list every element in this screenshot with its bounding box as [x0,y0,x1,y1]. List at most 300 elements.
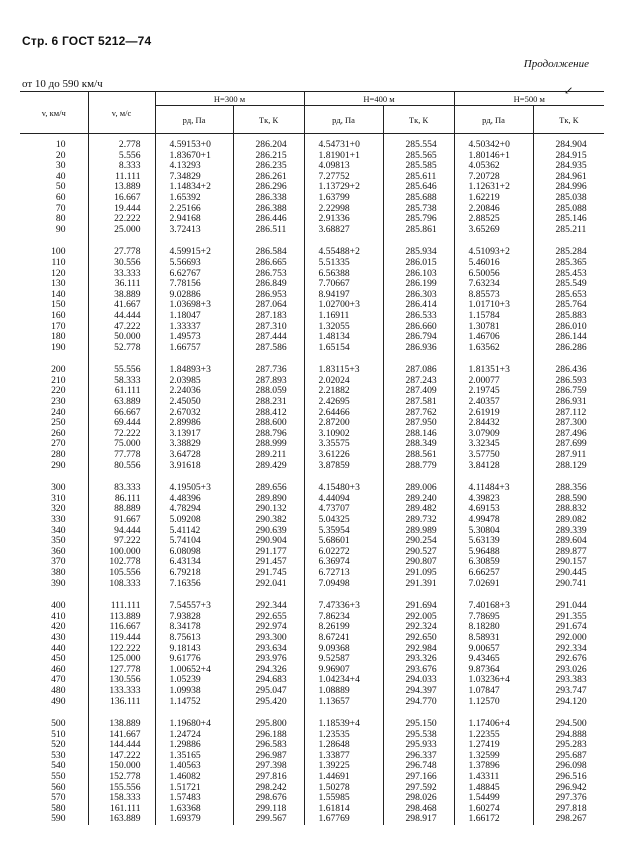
col-header-tk: Tк, К [383,106,454,134]
cell-t-300: 286.296 [233,182,304,193]
cell-t-500: 293.747 [533,686,604,697]
cell-t-400: 290.807 [383,557,454,568]
cell-t-500: 290.445 [533,568,604,579]
group-spacer [20,235,604,247]
cell-t-300: 286.338 [233,193,304,204]
cell-pd-500: 1.43311 [454,772,533,783]
cell-t-300: 297.816 [233,772,304,783]
cell-pd-400: 7.86234 [304,612,383,623]
table-row [20,751,604,762]
cell-t-500: 292.334 [533,644,604,655]
cell-v-kmh: 420 [51,621,66,633]
cell-pd-400: 1.83115+3 [304,365,383,376]
cell-t-500: 285.284 [533,247,604,258]
cell-pd-400: 7.70667 [304,279,383,290]
cell-v-ms: 119.444 [88,633,155,644]
table-row [20,204,604,215]
cell-pd-400: 6.36974 [304,557,383,568]
cell-pd-500: 6.50056 [454,269,533,280]
cell-t-400: 285.554 [383,134,454,151]
cell-t-300: 299.118 [233,804,304,815]
cell-t-500: 295.283 [533,740,604,751]
cell-t-400: 289.732 [383,515,454,526]
cell-pd-400: 4.73707 [304,504,383,515]
cell-v-kmh: 110 [51,256,66,268]
cell-t-400: 298.917 [383,814,454,825]
cell-pd-400: 1.16911 [304,311,383,322]
cell-v-ms: 100.000 [88,547,155,558]
cell-pd-400: 1.23535 [304,730,383,741]
cell-pd-500: 4.11484+3 [454,483,533,494]
table-row [20,161,604,172]
cell-v-kmh: 490 [51,695,66,707]
cell-t-500: 288.129 [533,461,604,472]
cell-pd-400: 4.55488+2 [304,247,383,258]
cell-v-kmh: 20 [55,149,66,161]
table-row [20,279,604,290]
cell-pd-400: 3.61226 [304,450,383,461]
cell-pd-400: 1.04234+4 [304,675,383,686]
cell-v-ms: 105.556 [88,568,155,579]
col-header-v-ms: v, м/с [88,92,155,134]
table-row [20,365,604,376]
col-header-alt-400: H=400 м [304,92,454,106]
table-row [20,418,604,429]
cell-v-kmh: 470 [51,674,66,686]
cell-pd-500: 4.50342+0 [454,134,533,151]
cell-t-500: 288.590 [533,494,604,505]
cell-v-ms: 161.111 [88,804,155,815]
table-row [20,322,604,333]
cell-v-kmh: 130 [51,278,66,290]
cell-t-400: 287.243 [383,376,454,387]
cell-pd-400: 1.08889 [304,686,383,697]
cell-pd-500: 4.51093+2 [454,247,533,258]
cell-pd-300: 2.45050 [155,397,233,408]
cell-t-500: 289.604 [533,536,604,547]
table-row [20,172,604,183]
cell-t-300: 295.800 [233,719,304,730]
cell-t-500: 290.741 [533,579,604,590]
cell-t-400: 293.676 [383,665,454,676]
cell-t-400: 286.660 [383,322,454,333]
cell-pd-300: 4.78294 [155,504,233,515]
cell-v-kmh: 560 [51,781,66,793]
table-row [20,439,604,450]
cell-v-ms: 150.000 [88,761,155,772]
table-row [20,450,604,461]
cell-t-500: 285.549 [533,279,604,290]
cell-v-ms: 63.889 [88,397,155,408]
cell-t-400: 298.468 [383,804,454,815]
cell-t-400: 286.533 [383,311,454,322]
cell-pd-500: 8.58931 [454,633,533,644]
cell-t-300: 293.976 [233,654,304,665]
table-row [20,494,604,505]
cell-pd-400: 2.42695 [304,397,383,408]
cell-v-kmh: 80 [55,213,66,225]
cell-pd-400: 1.81901+1 [304,151,383,162]
cell-pd-400: 1.39225 [304,761,383,772]
table-row [20,740,604,751]
table-row [20,665,604,676]
cell-t-400: 297.592 [383,783,454,794]
cell-t-500: 285.211 [533,225,604,236]
col-header-pd: pд, Па [304,106,383,134]
cell-pd-500: 7.63234 [454,279,533,290]
cell-pd-300: 4.48396 [155,494,233,505]
cell-t-300: 294.683 [233,675,304,686]
cell-v-kmh: 390 [51,577,66,589]
cell-v-kmh: 450 [51,653,66,665]
group-spacer [20,353,604,365]
cell-t-300: 293.300 [233,633,304,644]
cell-pd-300: 1.09938 [155,686,233,697]
cell-pd-400: 5.04325 [304,515,383,526]
cell-t-300: 289.890 [233,494,304,505]
cell-v-kmh: 200 [51,364,66,376]
table-row [20,214,604,225]
cell-t-500: 293.383 [533,675,604,686]
cell-v-ms: 11.111 [88,172,155,183]
cell-v-kmh: 380 [51,566,66,578]
cell-pd-500: 5.46016 [454,258,533,269]
cell-t-300: 288.059 [233,386,304,397]
col-header-pd: pд, Па [454,106,533,134]
cell-pd-500: 9.43465 [454,654,533,665]
cell-t-400: 287.950 [383,418,454,429]
cell-t-500: 296.516 [533,772,604,783]
cell-v-ms: 36.111 [88,279,155,290]
cell-pd-300: 4.19505+3 [155,483,233,494]
cell-pd-400: 1.13729+2 [304,182,383,193]
cell-t-300: 286.584 [233,247,304,258]
cell-t-400: 297.166 [383,772,454,783]
table-row [20,151,604,162]
cell-v-ms: 111.111 [88,601,155,612]
cell-v-ms: 108.333 [88,579,155,590]
cell-t-400: 286.103 [383,269,454,280]
cell-pd-500: 1.12570 [454,697,533,708]
cell-v-kmh: 210 [51,374,66,386]
cell-pd-500: 1.27419 [454,740,533,751]
cell-t-300: 296.583 [233,740,304,751]
table-row [20,258,604,269]
table-row [20,311,604,322]
cell-pd-500: 1.63562 [454,343,533,354]
speed-range-label: от 10 до 590 км/ч [22,78,103,90]
cell-pd-400: 8.26199 [304,622,383,633]
table-row [20,526,604,537]
cell-pd-400: 5.68601 [304,536,383,547]
cell-t-500: 285.146 [533,214,604,225]
cell-pd-300: 4.13293 [155,161,233,172]
cell-v-ms: 2.778 [88,134,155,151]
cell-v-kmh: 150 [51,299,66,311]
cell-v-ms: 158.333 [88,793,155,804]
cell-t-400: 287.409 [383,386,454,397]
cell-v-ms: 61.111 [88,386,155,397]
cell-t-500: 286.286 [533,343,604,354]
cell-t-400: 296.748 [383,761,454,772]
cell-t-400: 285.861 [383,225,454,236]
cell-v-ms: 138.889 [88,719,155,730]
cell-pd-400: 2.64466 [304,408,383,419]
cell-v-kmh: 310 [51,492,66,504]
cell-t-500: 287.496 [533,429,604,440]
cell-v-ms: 19.444 [88,204,155,215]
cell-pd-400: 1.18539+4 [304,719,383,730]
cell-t-400: 286.015 [383,258,454,269]
cell-pd-500: 8.18280 [454,622,533,633]
cell-pd-400: 3.68827 [304,225,383,236]
cell-v-kmh: 590 [51,813,66,825]
cell-v-kmh: 330 [51,514,66,525]
cell-t-500: 286.436 [533,365,604,376]
table-row [20,504,604,515]
cell-t-500: 294.888 [533,730,604,741]
cell-v-kmh: 410 [51,610,66,622]
cell-v-kmh: 240 [51,406,66,418]
cell-v-ms: 69.444 [88,418,155,429]
cell-t-500: 288.356 [533,483,604,494]
cell-v-ms: 163.889 [88,814,155,825]
cell-v-kmh: 570 [51,792,66,804]
page-header: Стр. 6 ГОСТ 5212—74 [22,34,152,48]
cell-t-300: 292.655 [233,612,304,623]
cell-pd-500: 1.22355 [454,730,533,741]
cell-t-400: 286.414 [383,300,454,311]
cell-t-300: 289.656 [233,483,304,494]
cell-t-400: 292.984 [383,644,454,655]
table-row [20,461,604,472]
table-row [20,633,604,644]
cell-t-300: 286.665 [233,258,304,269]
cell-t-500: 285.653 [533,290,604,301]
cell-v-kmh: 440 [51,642,66,654]
cell-v-ms: 113.889 [88,612,155,623]
cell-t-300: 297.398 [233,761,304,772]
cell-t-500: 296.098 [533,761,604,772]
cell-pd-500: 1.46706 [454,332,533,343]
table-row [20,697,604,708]
cell-pd-300: 6.62767 [155,269,233,280]
cell-pd-500: 4.39823 [454,494,533,505]
table-row [20,300,604,311]
table-row [20,730,604,741]
cell-v-kmh: 70 [55,202,66,214]
cell-t-400: 287.086 [383,365,454,376]
table-row [20,814,604,825]
cell-t-300: 292.041 [233,579,304,590]
cell-v-ms: 147.222 [88,751,155,762]
cell-v-kmh: 160 [51,309,66,321]
table-row [20,547,604,558]
cell-t-300: 290.639 [233,526,304,537]
cell-pd-300: 5.56693 [155,258,233,269]
cell-v-kmh: 30 [55,160,66,172]
cell-v-kmh: 60 [55,191,66,203]
table-row [20,654,604,665]
cell-pd-500: 1.80146+1 [454,151,533,162]
cell-v-ms: 41.667 [88,300,155,311]
cell-t-400: 287.762 [383,408,454,419]
cell-v-ms: 102.778 [88,557,155,568]
cell-pd-500: 1.15784 [454,311,533,322]
cell-pd-500: 2.00077 [454,376,533,387]
cell-t-300: 290.132 [233,504,304,515]
cell-t-400: 289.240 [383,494,454,505]
cell-t-400: 295.538 [383,730,454,741]
cell-v-ms: 136.111 [88,697,155,708]
cell-pd-300: 3.64728 [155,450,233,461]
cell-t-500: 286.931 [533,397,604,408]
cell-t-300: 290.904 [233,536,304,547]
cell-v-ms: 133.333 [88,686,155,697]
cell-t-300: 288.231 [233,397,304,408]
table-row [20,568,604,579]
cell-pd-300: 4.59915+2 [155,247,233,258]
cell-v-ms: 77.778 [88,450,155,461]
cell-pd-400: 1.61814 [304,804,383,815]
cell-t-300: 287.736 [233,365,304,376]
cell-t-500: 285.088 [533,204,604,215]
cell-pd-300: 7.34829 [155,172,233,183]
cell-pd-300: 1.51721 [155,783,233,794]
continued-label: Продолжение [523,58,589,70]
cell-pd-300: 1.46082 [155,772,233,783]
cell-v-ms: 50.000 [88,332,155,343]
cell-t-500: 294.120 [533,697,604,708]
cell-v-kmh: 540 [51,760,66,772]
cell-t-300: 287.064 [233,300,304,311]
table-row [20,429,604,440]
cell-pd-500: 9.87364 [454,665,533,676]
cell-pd-500: 1.37896 [454,761,533,772]
cell-t-400: 286.303 [383,290,454,301]
cell-t-400: 294.770 [383,697,454,708]
cell-t-500: 291.044 [533,601,604,612]
cell-pd-400: 5.35954 [304,526,383,537]
group-spacer [20,589,604,601]
cell-pd-400: 1.13657 [304,697,383,708]
cell-pd-300: 9.61776 [155,654,233,665]
cell-v-kmh: 220 [51,385,66,397]
cell-v-kmh: 370 [51,556,66,568]
cell-t-500: 284.915 [533,151,604,162]
cell-pd-300: 3.91618 [155,461,233,472]
cell-pd-400: 1.63799 [304,193,383,204]
cell-t-300: 294.326 [233,665,304,676]
cell-v-kmh: 300 [51,482,66,494]
cell-v-kmh: 320 [51,503,66,515]
cell-t-500: 289.877 [533,547,604,558]
cell-pd-300: 1.65392 [155,193,233,204]
cell-pd-400: 8.94197 [304,290,383,301]
cell-t-400: 289.989 [383,526,454,537]
cell-pd-300: 8.34178 [155,622,233,633]
cell-t-300: 286.204 [233,134,304,151]
cell-pd-300: 3.72413 [155,225,233,236]
cell-t-400: 285.688 [383,193,454,204]
cell-v-ms: 13.889 [88,182,155,193]
cell-pd-300: 1.35165 [155,751,233,762]
cell-t-300: 286.446 [233,214,304,225]
cell-pd-400: 1.33877 [304,751,383,762]
cell-pd-500: 6.30859 [454,557,533,568]
cell-pd-500: 2.61919 [454,408,533,419]
cell-pd-500: 1.01710+3 [454,300,533,311]
cell-t-300: 287.444 [233,332,304,343]
cell-t-300: 298.676 [233,793,304,804]
cell-t-500: 296.942 [533,783,604,794]
cell-t-500: 292.000 [533,633,604,644]
cell-pd-500: 1.12631+2 [454,182,533,193]
cell-t-400: 296.337 [383,751,454,762]
table-row [20,247,604,258]
cell-v-kmh: 290 [51,459,66,471]
atmosphere-table [20,91,604,825]
cell-pd-400: 1.55985 [304,793,383,804]
cell-v-kmh: 580 [51,802,66,814]
cell-pd-300: 2.67032 [155,408,233,419]
cell-t-300: 295.420 [233,697,304,708]
cell-v-ms: 52.778 [88,343,155,354]
cell-pd-400: 7.47336+3 [304,601,383,612]
table-row [20,332,604,343]
cell-pd-300: 1.66757 [155,343,233,354]
cell-t-500: 297.818 [533,804,604,815]
cell-pd-300: 1.83670+1 [155,151,233,162]
table-row [20,343,604,354]
cell-pd-300: 1.40563 [155,761,233,772]
table-row [20,783,604,794]
cell-pd-300: 6.79218 [155,568,233,579]
cell-pd-300: 2.89986 [155,418,233,429]
cell-t-300: 286.753 [233,269,304,280]
cell-t-500: 289.339 [533,526,604,537]
table-row [20,793,604,804]
cell-t-400: 294.033 [383,675,454,686]
table-row [20,675,604,686]
cell-pd-500: 5.30804 [454,526,533,537]
cell-pd-300: 3.13917 [155,429,233,440]
table-row [20,193,604,204]
cell-v-kmh: 280 [51,449,66,461]
cell-t-300: 296.987 [233,751,304,762]
cell-pd-400: 7.09498 [304,579,383,590]
col-header-v-kmh: v, км/ч [20,92,88,134]
cell-t-400: 295.933 [383,740,454,751]
cell-v-ms: 152.778 [88,772,155,783]
cell-pd-300: 2.03985 [155,376,233,387]
cell-pd-400: 2.02024 [304,376,383,387]
cell-pd-400: 1.02700+3 [304,300,383,311]
cell-pd-500: 1.54499 [454,793,533,804]
cell-pd-300: 7.78156 [155,279,233,290]
cell-pd-500: 7.02691 [454,579,533,590]
cell-pd-300: 5.09208 [155,515,233,526]
cell-v-ms: 122.222 [88,644,155,655]
cell-v-ms: 5.556 [88,151,155,162]
table-row [20,772,604,783]
cell-t-500: 285.453 [533,269,604,280]
cell-t-500: 287.911 [533,450,604,461]
cell-pd-300: 1.18047 [155,311,233,322]
cell-v-ms: 47.222 [88,322,155,333]
cell-pd-400: 4.44094 [304,494,383,505]
cell-pd-400: 2.21882 [304,386,383,397]
